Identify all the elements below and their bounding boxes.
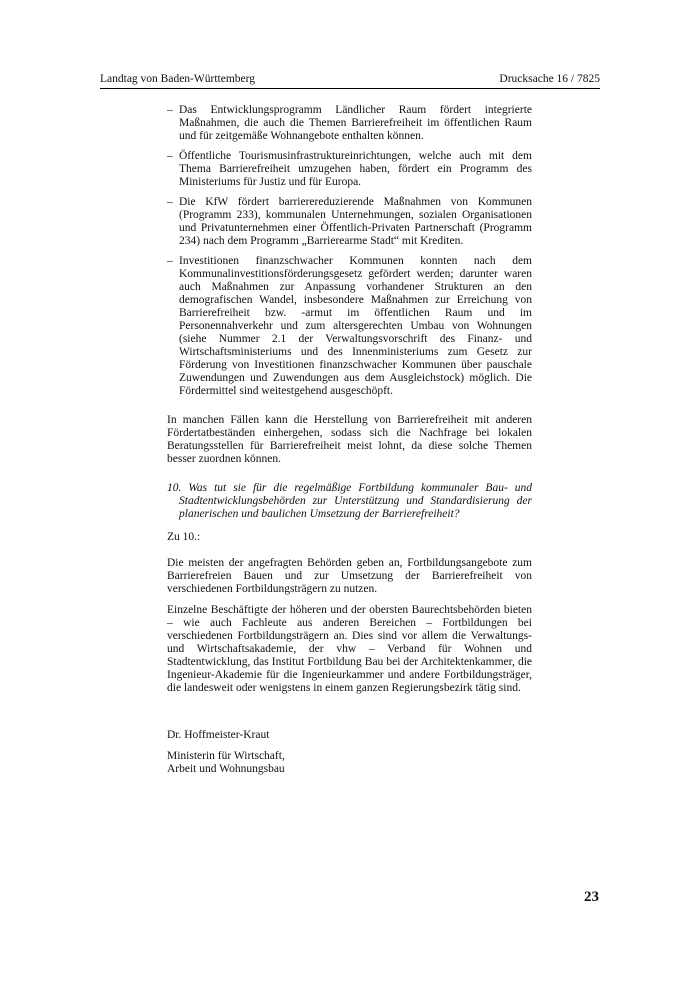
question-10: 10. Was tut sie für die regelmäßige Fortbildung kommunaler Bau- und Stadtentwicklungsbehörden zur Unterstützung und Standardisierung der planerischen und baulichen Umsetzung der Barrierefreiheit? <box>167 482 532 520</box>
list-item: – Das Entwicklungsprogramm Ländlicher Raum fördert integrierte Maßnahmen, die auch die Themen Barrierefreiheit im öffentlichen Raum und für zeitgemäße Wohnangebote enthalten können. <box>167 104 532 143</box>
header-document-number: Drucksache 16 / 7825 <box>499 73 600 85</box>
header-parliament: Landtag von Baden-Württemberg <box>100 73 255 85</box>
summary-paragraph: In manchen Fällen kann die Herstellung von Barrierefreiheit mit anderen Fördertatbeständen einhergehen, sodass sich die Nachfrage bei lokalen Beratungsstellen für Barrierefreiheit meist lohnt, da diese solche Themen besser zuordnen können. <box>167 414 532 465</box>
funding-program-list <box>167 104 532 398</box>
signatory-name: Dr. Hoffmeister-Kraut <box>167 729 270 741</box>
page-header <box>100 72 600 89</box>
answer-label: Zu 10.: <box>167 531 201 543</box>
answer-paragraph: Die meisten der angefragten Behörden geben an, Fortbildungsangebote zum Barrierefreien Bauen und zur Umsetzung der Barrierefreiheit von verschiedenen Fortbildungsträgern zu nutzen. <box>167 557 532 595</box>
document-body <box>167 104 532 776</box>
signatory-role: Ministerin für Wirtschaft, Arbeit und Wohnungsbau <box>167 750 285 775</box>
list-item: – Öffentliche Tourismusinfrastruktureinrichtungen, welche auch mit dem Thema Barrierefreiheit umzugehen haben, fördert ein Programm des Ministeriums für Justiz und für Europa. <box>167 150 532 189</box>
list-item: – Die KfW fördert barrierereduzierende Maßnahmen von Kommunen (Programm 233), kommunalen Unternehmungen, sozialen Organisationen und Privatunternehmen einer Öffentlich-Privaten Partnerschaft (Programm 234) nach dem Programm „Barrierearme Stadt“ mit Krediten. <box>167 196 532 248</box>
page-number: 23 <box>584 889 599 905</box>
list-item: – Investitionen finanzschwacher Kommunen konnten nach dem Kommunalinvestitionsförderungsgesetz gefördert werden; darunter waren auch Maßnahmen zur Anpassung vorhandener Strukturen an den demografischen Wandel, insbesondere Maßnahmen zur Erreichung von Barrierefreiheit bzw. -armut im öffentlichen Raum und im Personennahverkehr und zum altersgerechten Umbau von Wohnungen (siehe Nummer 2.1 der Verwaltungsvorschrift des Finanz- und Wirtschaftsministeriums und des Innenministeriums zum Gesetz zur Förderung von Investitionen finanzschwacher Kommunen über pauschale Zuwendungen und Zuwendungen aus dem Ausgleichstock) möglich. Die Fördermittel sind weitestgehend ausgeschöpft. <box>167 255 532 398</box>
signature-block <box>167 729 532 776</box>
answer-paragraph: Einzelne Beschäftigte der höheren und der obersten Baurechtsbehörden bieten – wie auch Fachleute aus anderen Bereichen – Fortbildungen bei verschiedenen Fortbildungsträgern an. Dies sind vor allem die Verwaltungs- und Wirtschaftsakademie, der vhw – Verband für Wohnen und Stadtentwicklung, das Institut Fortbildung Bau bei der Architektenkammer, die Ingenieur-Akademie für die Ingenieurkammer und andere Fortbildungsträger, die landesweit oder wenigstens in einem ganzen Regierungsbezirk tätig sind. <box>167 604 532 694</box>
